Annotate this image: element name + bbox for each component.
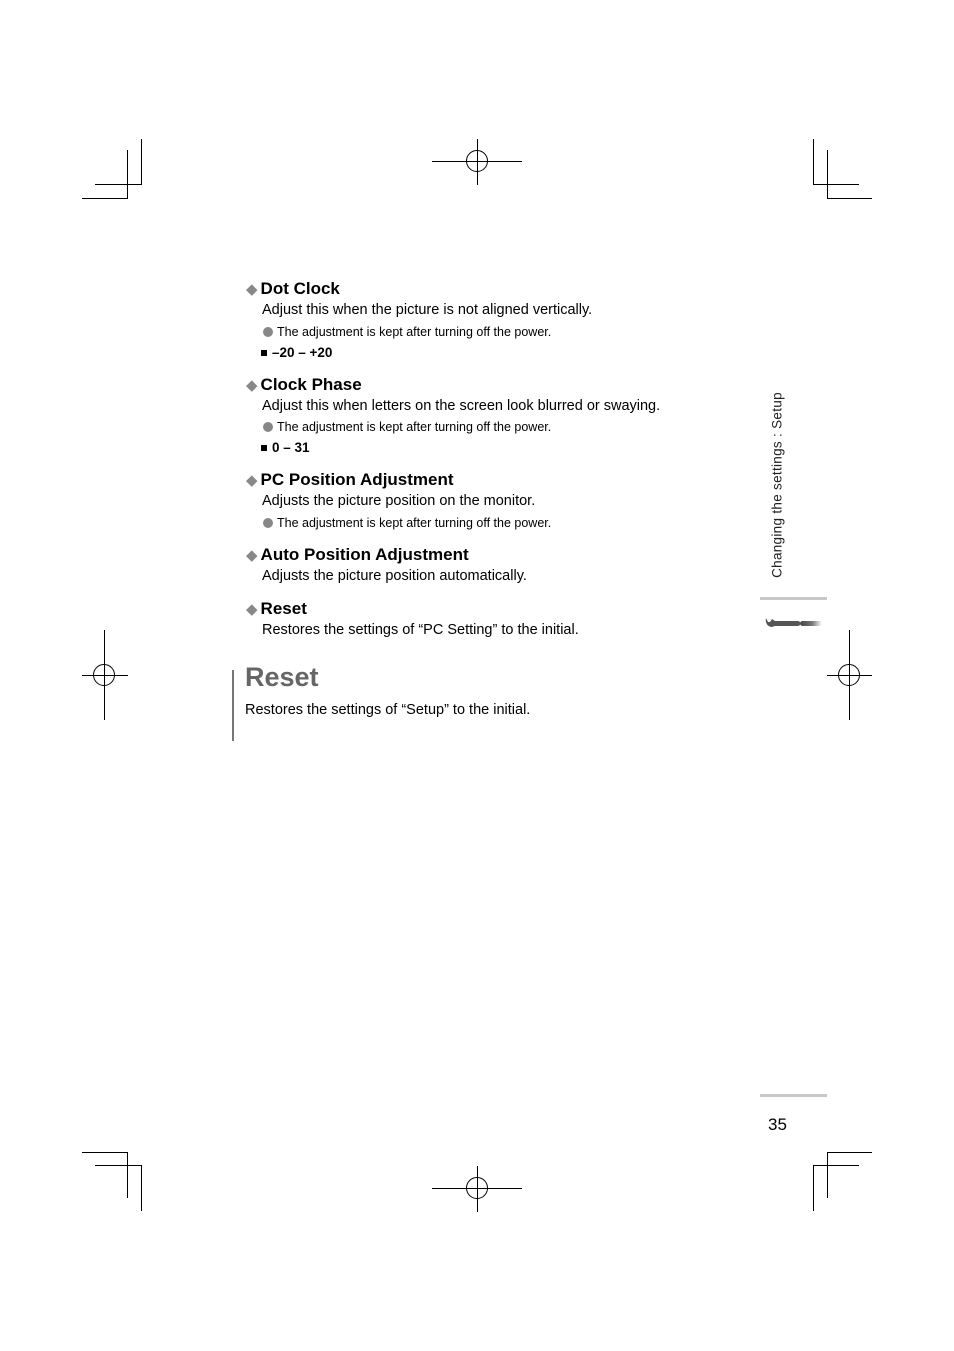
item-heading: ◆ Dot Clock	[246, 279, 340, 298]
item-note: The adjustment is kept after turning off the power.	[263, 325, 551, 339]
item-heading: ◆ PC Position Adjustment	[246, 470, 454, 489]
diamond-icon: ◆	[246, 547, 258, 564]
item-description: Adjust this when letters on the screen look blurred or swaying.	[262, 398, 661, 414]
section-description: Restores the settings of “Setup” to the initial.	[245, 702, 531, 718]
bullet-icon	[263, 422, 273, 432]
item-heading: ◆ Auto Position Adjustment	[246, 545, 469, 564]
chapter-rule	[760, 597, 827, 600]
diamond-icon: ◆	[246, 472, 258, 489]
section-bar	[232, 670, 234, 741]
chapter-label: Changing the settings : Setup	[769, 392, 785, 578]
item-description: Adjusts the picture position on the monitor.	[262, 493, 536, 509]
bullet-icon	[263, 518, 273, 528]
wrench-icon	[764, 614, 822, 634]
item-note: The adjustment is kept after turning off the power.	[263, 516, 551, 530]
item-note: The adjustment is kept after turning off the power.	[263, 420, 551, 434]
diamond-icon: ◆	[246, 281, 258, 298]
item-range: –20 – +20	[261, 345, 332, 360]
diamond-icon: ◆	[246, 377, 258, 394]
item-description: Adjusts the picture position automatically.	[262, 568, 527, 584]
item-description: Restores the settings of “PC Setting” to the initial.	[262, 622, 579, 638]
bullet-icon	[263, 327, 273, 337]
item-heading: ◆ Clock Phase	[246, 375, 362, 394]
section-title: Reset	[245, 662, 319, 692]
item-description: Adjust this when the picture is not aligned vertically.	[262, 302, 593, 318]
item-heading: ◆ Reset	[246, 599, 307, 618]
footer-rule	[760, 1094, 827, 1097]
square-bullet-icon	[261, 445, 267, 451]
square-bullet-icon	[261, 350, 267, 356]
diamond-icon: ◆	[246, 601, 258, 618]
page-number: 35	[768, 1115, 787, 1134]
item-range: 0 – 31	[261, 440, 310, 455]
